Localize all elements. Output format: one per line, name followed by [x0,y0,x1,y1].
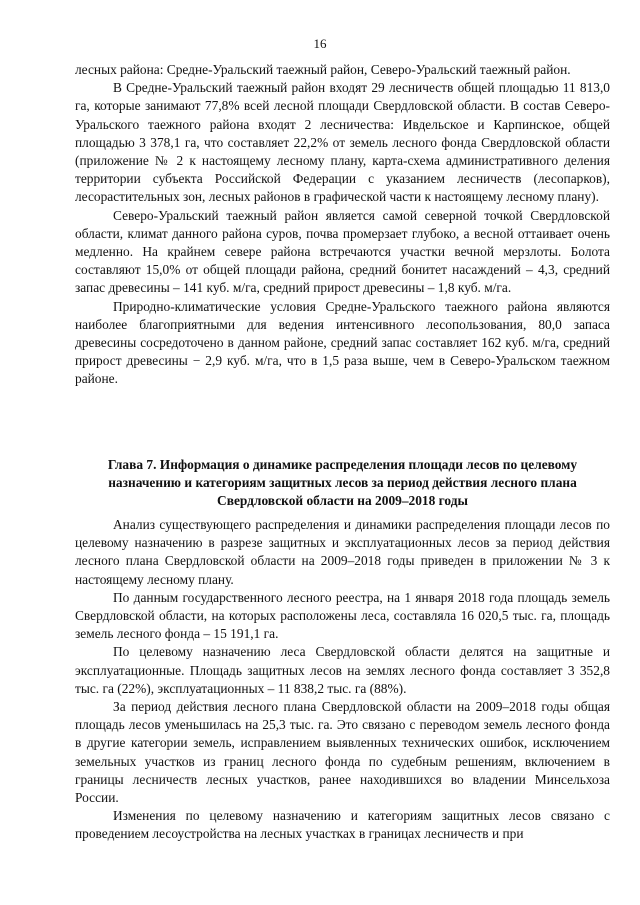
paragraph: По целевому назначению леса Свердловской области делятся на защитные и эксплуатационные. Площадь защитных лесов на землях лесного фонда составляет 3 352,8 тыс. га (22%), эксплуатационных – 11 838,2 тыс. га (88%). [75,644,610,696]
paragraph: Северо-Уральский таежный район является самой северной точкой Свердловской области, климат данного района суров, почва промерзает глубоко, а весной оттаивает очень медленно. На крайнем севере района встречаются участки вечной мерзлоты. Болота составляют 15,0% от общей площади района, средний бонитет насаждений – 4,3, средний запас древесины – 141 куб. м/га, средний прирост древесины – 1,8 куб. м/га. [75,207,610,296]
body-text-bottom [75,516,610,844]
paragraph: Природно-климатические условия Средне-Уральского таежного района являются наиболее благоприятными для ведения интенсивного лесопользования, 80,0 запаса древесины сосредоточено в данном районе, средний запас составляет 162 куб. м/га, средний прирост древесины − 2,9 куб. м/га, что в 1,5 раза выше, чем в Северо-Уральском таежном районе. [75,298,610,387]
paragraph: По данным государственного лесного реестра, на 1 января 2018 года площадь земель Свердловской области, на которых расположены леса, составляла 16 020,5 тыс. га, площадь земель лесного фонда – 15 191,1 га. [75,589,610,642]
paragraph: Изменения по целевому назначению и категориям защитных лесов связано с проведением лесоустройства на лесных участках в границах лесничеств и при [75,808,610,842]
body-text-top [75,61,610,389]
paragraph: Анализ существующего распределения и динамики распределения площади лесов по целевому назначению в разрезе защитных и эксплуатационных лесов за период действия лесного плана Свердловской области на 2009–2018 годы приведен в приложении № 3 к настоящему лесному плану. [75,517,610,587]
chapter-heading: Глава 7. Информация о динамике распределения площади лесов по целевому назначению и категориям защитных лесов за период действия лесного плана Свердловской области на 2009–2018 годы [107,457,578,509]
paragraph: За период действия лесного плана Свердловской области на 2009–2018 годы общая площадь лесов уменьшилась на 25,3 тыс. га. Это связано с переводом земель лесного фонда в другие категории земель, исправлением выявленных технических ошибок, исключением земельных участков из границ лесного фонда по судебным решениям, включением в границы лесничеств лесных участков, ранее находившихся во владении Минсельхоза России. [75,699,610,806]
paragraph: лесных района: Средне-Уральский таежный район, Северо-Уральский таежный район. [75,62,571,77]
page-number: 16 [313,36,327,51]
paragraph: В Средне-Уральский таежный район входят 29 лесничеств общей площадью 11 813,0 га, которые занимают 77,8% всей лесной площади Свердловской области. В состав Северо-Уральского таежного района входят 2 лесничества: Ивдельское и Карпинское, общей площадью 3 378,1 га, что составляет 22,2% от земель лесного фонда Свердловской области (приложение № 2 к настоящему лесному плану, карта-схема административного деления территории субъекта Российской Федерации с указанием лесничеств (лесопарков), лесорастительных зон, лесных районов в графической части к настоящему лесному плану). [75,80,610,205]
